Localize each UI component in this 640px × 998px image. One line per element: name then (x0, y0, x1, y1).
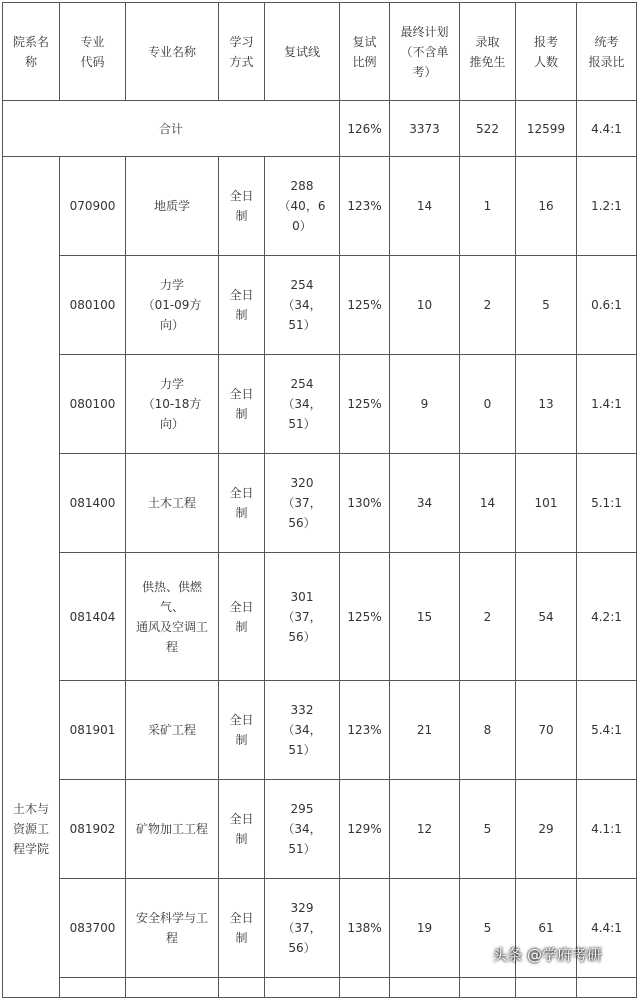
cell-mode (219, 256, 265, 355)
cell-line (265, 454, 340, 553)
empty-cell (340, 978, 390, 998)
cell-line: 最终计划 (400, 24, 449, 39)
cell-line: 力学 (159, 377, 184, 391)
cell-line: 统考 (594, 34, 619, 49)
cell-line: 301 (290, 589, 314, 604)
cell-line: 报考 (533, 34, 558, 49)
cell-line: 录取 (475, 34, 500, 49)
cell-line: 学习 (229, 34, 254, 49)
total-label: 合计 (3, 101, 340, 157)
cell-line: 全日 (229, 713, 254, 727)
cell-line: 土木与 (12, 802, 49, 816)
cell-line: 资源工 (12, 822, 49, 836)
cell-line: 代码 (80, 54, 105, 69)
cell-line: 制 (235, 832, 248, 846)
cell-line: （34， (282, 397, 322, 411)
cell-line: 295 (290, 802, 314, 816)
cell-line (265, 256, 340, 355)
table-row (3, 553, 637, 681)
cell-line: 56） (288, 516, 316, 530)
cell-code: 081404 (60, 553, 126, 681)
cell-applicants: 16 (516, 157, 577, 256)
cell-line: （01-09方 (142, 298, 202, 312)
cell-line: 通风及空调工 (135, 619, 208, 634)
cell-ratio: 138% (340, 879, 390, 978)
cell-code: 081901 (60, 681, 126, 780)
cell-code: 081400 (60, 454, 126, 553)
cell-plan: 10 (390, 256, 460, 355)
total-admit-ratio: 4.4:1 (577, 101, 637, 157)
cell-line: 院系名 (12, 34, 49, 49)
cell-line: 程学院 (12, 842, 49, 856)
cell-ratio: 125% (340, 256, 390, 355)
cell-line: 制 (235, 931, 248, 945)
cell-major (126, 553, 219, 681)
cell-mode (219, 355, 265, 454)
cell-mode (219, 879, 265, 978)
table-row (3, 780, 637, 879)
watermark: 头条 @学府考研 (492, 946, 602, 964)
cell-line: 专业名称 (147, 44, 196, 59)
cell-line (265, 780, 340, 879)
cell-line: （不含单 (400, 44, 449, 59)
cell-line: （10-18方 (142, 397, 202, 411)
cell-major (126, 879, 219, 978)
cell-major (126, 256, 219, 355)
cell-line: （34， (282, 298, 322, 312)
cell-plan: 14 (390, 157, 460, 256)
cell-line: 254 (290, 278, 314, 292)
cell-line: 比例 (352, 54, 377, 69)
cell-line: 全日 (229, 387, 254, 401)
empty-cell (516, 978, 577, 998)
cell-line: 320 (290, 476, 314, 490)
cell-exempt: 0 (460, 355, 516, 454)
cell-line: 安全科学与工 (135, 911, 208, 925)
cell-line: 制 (235, 733, 248, 747)
total-applicants: 12599 (516, 101, 577, 157)
table-row (3, 355, 637, 454)
table-row-partial (3, 978, 637, 998)
table-row (3, 256, 637, 355)
empty-cell (577, 978, 637, 998)
cell-line: 力学 (159, 278, 184, 292)
cell-mode (219, 681, 265, 780)
cell-ratio: 123% (340, 157, 390, 256)
cell-code: 080100 (60, 256, 126, 355)
table-row (3, 454, 637, 553)
total-exempt: 522 (460, 101, 516, 157)
cell-line: 复试 (352, 34, 377, 49)
cell-admit-ratio: 4.4:1 (577, 879, 637, 978)
header-admit-ratio (577, 3, 637, 101)
cell-line: （40，6 (278, 199, 326, 213)
cell-major (126, 454, 219, 553)
cell-line: 地质学 (153, 199, 190, 213)
header-code (60, 3, 126, 101)
cell-line: 考） (412, 64, 437, 79)
cell-ratio: 125% (340, 355, 390, 454)
cell-ratio: 125% (340, 553, 390, 681)
cell-line: 全日 (229, 486, 254, 500)
cell-line: 332 (290, 703, 314, 717)
cell-exempt: 1 (460, 157, 516, 256)
cell-line: （34， (282, 723, 322, 737)
cell-ratio: 123% (340, 681, 390, 780)
college-name (3, 157, 60, 998)
cell-mode (219, 553, 265, 681)
cell-line: 气、 (159, 599, 184, 614)
cell-line: 土木工程 (147, 496, 196, 510)
cell-applicants: 29 (516, 780, 577, 879)
total-plan: 3373 (390, 101, 460, 157)
cell-admit-ratio: 4.2:1 (577, 553, 637, 681)
cell-line: 矿物加工工程 (135, 822, 208, 836)
cell-line: 0） (292, 219, 312, 233)
cell-line: 56） (288, 941, 316, 955)
cell-admit-ratio: 1.4:1 (577, 355, 637, 454)
cell-line: 56） (288, 629, 316, 644)
admission-table (2, 2, 637, 998)
empty-cell (390, 978, 460, 998)
cell-plan: 19 (390, 879, 460, 978)
cell-exempt: 2 (460, 553, 516, 681)
cell-exempt: 5 (460, 879, 516, 978)
cell-code: 083700 (60, 879, 126, 978)
cell-applicants: 101 (516, 454, 577, 553)
cell-code: 070900 (60, 157, 126, 256)
cell-line: 制 (235, 209, 248, 223)
cell-exempt: 5 (460, 780, 516, 879)
cell-line: 称 (24, 54, 37, 69)
cell-line: 全日 (229, 189, 254, 203)
cell-major (126, 355, 219, 454)
table-row (3, 157, 637, 256)
header-major (126, 3, 219, 101)
cell-plan: 12 (390, 780, 460, 879)
cell-major (126, 157, 219, 256)
cell-line: 制 (235, 506, 248, 520)
empty-cell (265, 978, 340, 998)
cell-applicants: 70 (516, 681, 577, 780)
empty-cell (126, 978, 219, 998)
cell-mode (219, 454, 265, 553)
cell-line: 全日 (229, 911, 254, 925)
header-college (3, 3, 60, 101)
cell-exempt: 2 (460, 256, 516, 355)
cell-line: 供热、供燃 (141, 579, 202, 594)
cell-line: 专业 (80, 34, 105, 49)
cell-line: 全日 (229, 812, 254, 826)
empty-cell (219, 978, 265, 998)
cell-line: 向） (159, 417, 184, 431)
cell-line: 51） (288, 417, 316, 431)
cell-line: 方式 (229, 54, 254, 69)
cell-applicants: 5 (516, 256, 577, 355)
header-row (3, 3, 637, 101)
cell-admit-ratio: 4.1:1 (577, 780, 637, 879)
cell-line: 复试线 (283, 44, 320, 59)
cell-line (265, 681, 340, 780)
cell-line (265, 553, 340, 681)
cell-applicants: 54 (516, 553, 577, 681)
cell-line: 采矿工程 (147, 723, 196, 737)
cell-line: 报录比 (588, 54, 625, 69)
cell-line: 制 (235, 619, 248, 634)
cell-line: 制 (235, 308, 248, 322)
cell-plan: 34 (390, 454, 460, 553)
cell-admit-ratio: 5.4:1 (577, 681, 637, 780)
cell-line (265, 355, 340, 454)
cell-line: 全日 (229, 288, 254, 302)
cell-major (126, 780, 219, 879)
cell-line: 全日 (229, 599, 254, 614)
cell-major (126, 681, 219, 780)
header-line (265, 3, 340, 101)
cell-line (265, 157, 340, 256)
cell-line: 向） (159, 318, 184, 332)
cell-admit-ratio: 0.6:1 (577, 256, 637, 355)
cell-mode (219, 780, 265, 879)
cell-code: 080100 (60, 355, 126, 454)
empty-cell (60, 978, 126, 998)
cell-line: 程 (165, 639, 178, 654)
cell-line: 51） (288, 318, 316, 332)
header-applicants (516, 3, 577, 101)
cell-exempt: 8 (460, 681, 516, 780)
header-exempt (460, 3, 516, 101)
cell-line: 51） (288, 743, 316, 757)
cell-line: 程 (165, 931, 178, 945)
cell-line: （37， (282, 609, 322, 624)
cell-exempt: 14 (460, 454, 516, 553)
cell-line: 人数 (533, 54, 558, 69)
cell-line: 288 (290, 179, 314, 193)
header-mode (219, 3, 265, 101)
cell-line (265, 879, 340, 978)
cell-line: 51） (288, 842, 316, 856)
cell-line: 329 (290, 901, 314, 915)
total-row (3, 101, 637, 157)
cell-line: 254 (290, 377, 314, 391)
total-ratio: 126% (340, 101, 390, 157)
cell-line: 推免生 (469, 54, 506, 69)
header-plan (390, 3, 460, 101)
cell-code: 081902 (60, 780, 126, 879)
cell-mode (219, 157, 265, 256)
cell-line: （37， (282, 496, 322, 510)
table-row (3, 681, 637, 780)
cell-applicants: 61 (516, 879, 577, 978)
header-ratio (340, 3, 390, 101)
cell-line: 制 (235, 407, 248, 421)
cell-ratio: 130% (340, 454, 390, 553)
cell-plan: 21 (390, 681, 460, 780)
cell-line: （37， (282, 921, 322, 935)
cell-ratio: 129% (340, 780, 390, 879)
cell-plan: 9 (390, 355, 460, 454)
cell-plan: 15 (390, 553, 460, 681)
cell-line: （34， (282, 822, 322, 836)
cell-applicants: 13 (516, 355, 577, 454)
empty-cell (460, 978, 516, 998)
cell-admit-ratio: 5.1:1 (577, 454, 637, 553)
cell-admit-ratio: 1.2:1 (577, 157, 637, 256)
